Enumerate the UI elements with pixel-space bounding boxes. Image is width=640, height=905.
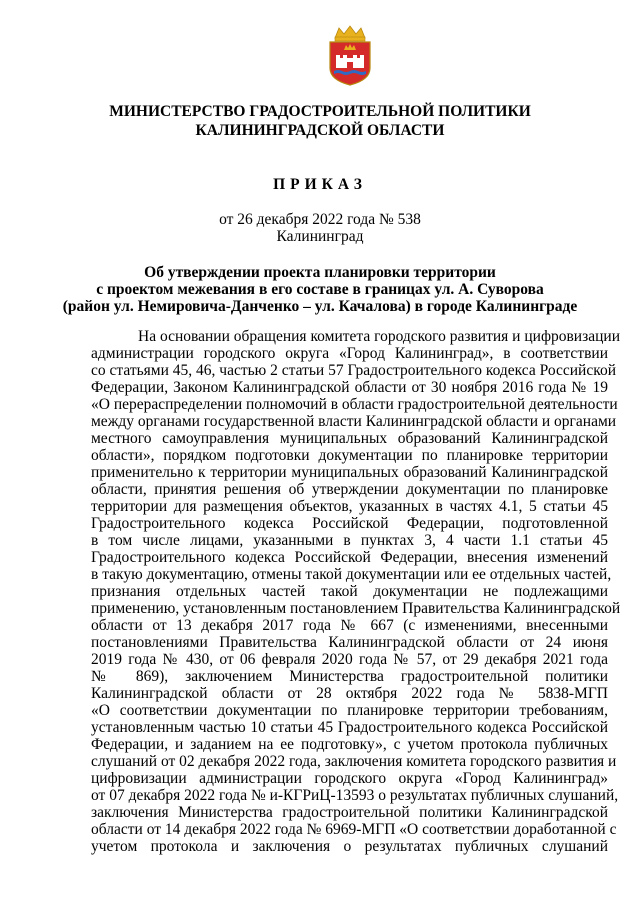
body-text-line: «О соответствии документации по планировке территории требованиям, xyxy=(91,702,608,719)
body-text-line: На основании обращения комитета городского развития и цифровизации xyxy=(138,328,620,345)
body-text-line: Федерации, и заданием на ее подготовку», с учетом протокола публичных xyxy=(91,736,608,753)
body-text-line: признания отдельных частей такой документации не подлежащими xyxy=(91,583,608,600)
body-text-line: Калининградской области от 28 октября 2022 года № 5838-МГП xyxy=(91,685,608,702)
order-body-text xyxy=(91,328,621,855)
order-city: Калининград xyxy=(276,228,364,245)
body-text-line: Градостроительного кодекса Российской Федерации, подготовленной xyxy=(91,515,608,532)
body-text-line: применительно к территории муниципальных образований Калининградской xyxy=(91,464,608,481)
subject-line: (район ул. Немировича-Данченко – ул. Качалова) в городе Калининграде xyxy=(62,298,578,315)
subject-line: Об утверждении проекта планировки территории xyxy=(144,264,496,281)
body-text-line: области от 14 декабря 2022 года № 6969-МГП «О соответствии доработанной с xyxy=(91,821,617,838)
body-text-line: области», порядком подготовки документации по планировке территории xyxy=(91,447,608,464)
body-text-line: между органами государственной власти Калининградской области и органами xyxy=(91,413,617,430)
body-text-line: цифровизации администрации городского округа «Город Калининград» xyxy=(91,770,608,787)
body-text-line: территории для размещения объектов, указанных в частях 4.1, 5 статьи 45 xyxy=(91,498,608,515)
body-text-line: области, принятия решения об утверждении документации по планировке xyxy=(91,481,608,498)
body-text-line: в том числе лицами, указанными в пунктах 3, 4 части 1.1 статьи 45 xyxy=(91,532,608,549)
body-text-line: со статьями 45, 46, частью 2 статьи 57 Градостроительного кодекса Российской xyxy=(91,362,617,379)
order-title: ПРИКАЗ xyxy=(273,176,367,193)
body-text-line: в такую документацию, отмены такой документации или ее отдельных частей, xyxy=(91,566,612,583)
body-text-line: администрации городского округа «Город Калининград», в соответствии xyxy=(91,345,608,362)
ministry-heading-line: МИНИСТЕРСТВО ГРАДОСТРОИТЕЛЬНОЙ ПОЛИТИКИ xyxy=(109,103,531,120)
body-text-line: заключения Министерства градостроительной политики Калининградской xyxy=(91,804,608,821)
body-text-line: установленным частью 10 статьи 45 Градостроительного кодекса Российской xyxy=(91,719,608,736)
body-text-line: местного самоуправления муниципальных образований Калининградской xyxy=(91,430,608,447)
body-text-line: применению, установленным постановлением Правительства Калининградской xyxy=(91,600,621,617)
body-text-line: слушаний от 02 декабря 2022 года, заключения комитета городского развития и xyxy=(91,753,617,770)
ministry-heading-line: КАЛИНИНГРАДСКОЙ ОБЛАСТИ xyxy=(195,122,445,139)
body-text-line: области от 13 декабря 2017 года № 667 (с изменениями, внесенными xyxy=(91,617,608,634)
body-text-line: № 869), заключением Министерства градостроительной политики xyxy=(91,668,608,685)
order-date: от 26 декабря 2022 года № 538 xyxy=(219,211,421,228)
body-text-line: от 07 декабря 2022 года № и-КГРиЦ-13593 о результатах публичных слушаний, xyxy=(91,787,619,804)
body-text-line: учетом протокола и заключения о результатах публичных слушаний xyxy=(91,838,608,855)
body-text-line: «О перераспределении полномочий в области градостроительной деятельности xyxy=(91,396,618,413)
body-text-line: Федерации, Законом Калининградской области от 30 ноября 2016 года № 19 xyxy=(91,379,608,396)
body-text-line: 2019 года № 430, от 06 февраля 2020 года № 57, от 29 декабря 2021 года xyxy=(91,651,608,668)
order-date-block xyxy=(0,211,640,245)
kaliningrad-coat-of-arms-icon xyxy=(325,24,375,86)
body-text-line: постановлениями Правительства Калининградской области от 24 июня xyxy=(91,634,608,651)
body-text-line: Градостроительного кодекса Российской Федерации, внесения изменений xyxy=(91,549,608,566)
ministry-heading xyxy=(0,102,640,140)
order-subject xyxy=(0,264,640,315)
subject-line: с проектом межевания в его составе в границах ул. А. Суворова xyxy=(96,281,544,298)
